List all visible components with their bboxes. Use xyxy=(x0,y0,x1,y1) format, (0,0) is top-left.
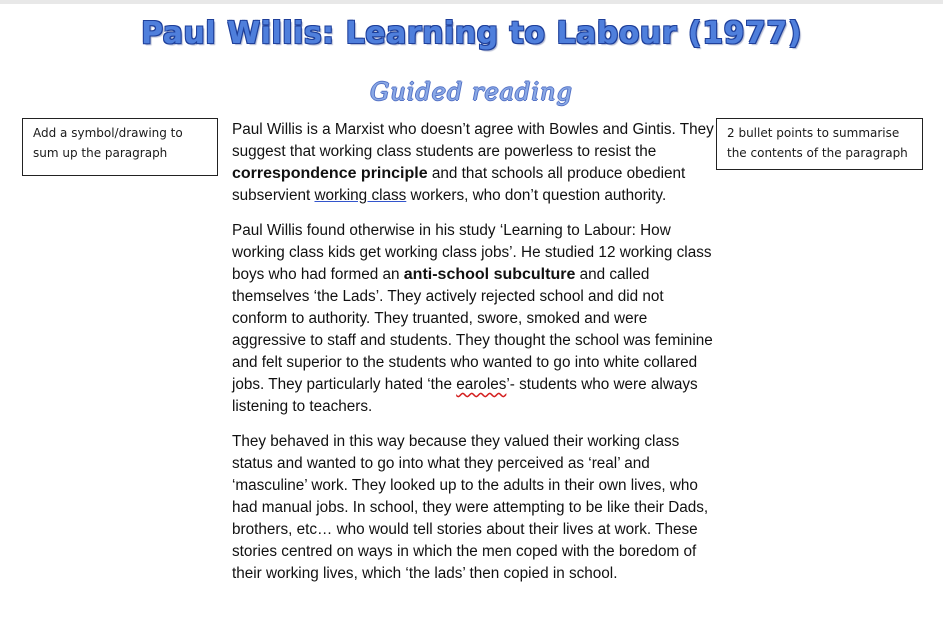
paragraph-1-part-1: Paul Willis is a Marxist who doesn’t agree with Bowles and Gintis. They suggest that working class students are powerless to resist the xyxy=(232,121,714,160)
paragraph-3: They behaved in this way because they valued their working class status and wanted to go into what they perceived as ‘real’ and ‘masculine’ work. They looked up to the adults in their own lives, who had manual jobs. In school, they were attempting to be like their Dads, brothers, etc… who would tell stories about their lives at work. These stories centred on ways in which the men coped with the boredom of their working lives, which ‘the lads’ then copied in school. xyxy=(232,433,709,582)
earoles-spellcheck-word: earoles xyxy=(456,376,507,393)
bullet-summary-prompt-text: 2 bullet points to summarise the contents of the paragraph xyxy=(727,126,908,160)
anti-school-subculture-term: anti-school subculture xyxy=(403,266,576,283)
bullet-summary-prompt-box[interactable] xyxy=(716,118,923,170)
reading-text[interactable] xyxy=(232,119,718,598)
paragraph-2-part-2: and called themselves ‘the Lads’. They actively rejected school and did not conform to authority. They truanted, swore, smoked and were aggressive to staff and students. They thought the school was feminine and felt superior to the students who wanted to go into white collared jobs. They particularly hated ‘the xyxy=(232,266,713,393)
paragraph-1-part-3: workers, who don’t question authority. xyxy=(406,187,667,204)
paragraph-2-part-1: Paul Willis found otherwise in his study ‘Learning to Labour: How working class kids get working class jobs’. He studied 12 working class boys who had formed an xyxy=(232,222,712,283)
document-subtitle: Guided reading xyxy=(370,78,573,106)
paragraph-1-part-2: and that schools all produce obedient subservient xyxy=(232,165,686,204)
paragraph-1 xyxy=(232,119,718,207)
symbol-drawing-prompt-text: Add a symbol/drawing to sum up the paragraph xyxy=(33,126,183,160)
document-title: Paul Willis: Learning to Labour (1977) xyxy=(141,16,802,51)
paragraph-2-part-3: ’- students who were always listening to teachers. xyxy=(232,376,698,415)
working-class-underlined: working class xyxy=(314,187,407,204)
window-top-edge xyxy=(0,0,943,4)
correspondence-principle-term: correspondence principle xyxy=(232,165,428,182)
paragraph-2 xyxy=(232,220,718,418)
symbol-drawing-prompt-box[interactable] xyxy=(22,118,218,176)
